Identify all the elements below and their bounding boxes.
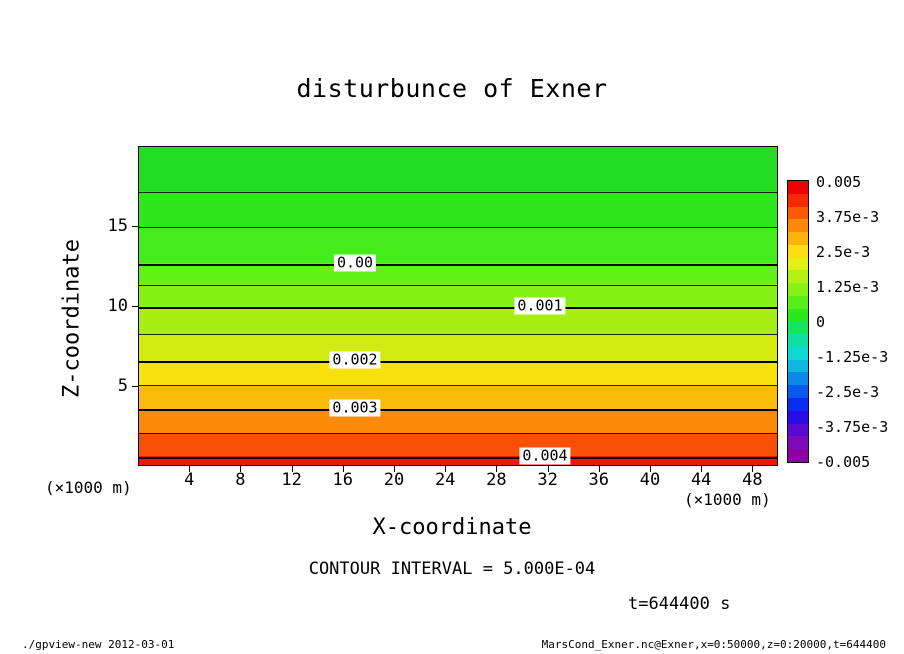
colorbar-label: -3.75e-3 <box>816 418 889 436</box>
contour-line <box>139 192 777 193</box>
footer-right-text: MarsCond_Exner.nc@Exner,x=0:50000,z=0:20000,t=644400 <box>541 638 886 651</box>
colorbar-cell <box>788 194 808 207</box>
contour-band <box>139 284 777 307</box>
y-tick-mark <box>132 386 138 387</box>
colorbar-cell <box>788 372 808 385</box>
contour-band <box>139 147 777 193</box>
contour-line <box>139 409 777 411</box>
colorbar-label: 1.25e-3 <box>816 278 880 296</box>
colorbar-cell <box>788 360 808 373</box>
colorbar-cell <box>788 258 808 271</box>
contour-band <box>139 227 777 265</box>
colorbar-label: -0.005 <box>816 453 871 471</box>
contour-label: 0.00 <box>334 254 376 271</box>
contour-fill-layer <box>139 147 777 465</box>
y-tick-mark <box>132 226 138 227</box>
x-tick-label: 12 <box>281 470 302 490</box>
colorbar-cell <box>788 219 808 232</box>
y-tick-label: 5 <box>117 376 128 396</box>
contour-band <box>139 191 777 227</box>
colorbar-cell <box>788 398 808 411</box>
colorbar-cell <box>788 411 808 424</box>
contour-label: 0.004 <box>519 447 570 464</box>
x-tick-label: 44 <box>690 470 712 490</box>
colorbar-label: -1.25e-3 <box>816 348 889 366</box>
y-tick-mark <box>132 306 138 307</box>
contour-band <box>139 307 777 335</box>
colorbar-cell <box>788 449 808 462</box>
x-tick-label: 8 <box>235 470 246 490</box>
colorbar-label: -2.5e-3 <box>816 383 880 401</box>
time-text: t=644400 s <box>628 594 731 614</box>
contour-line <box>139 457 777 459</box>
contour-plot-area <box>138 146 778 466</box>
colorbar-cell <box>788 309 808 322</box>
contour-band <box>139 409 777 434</box>
contour-band <box>139 361 777 386</box>
colorbar-cell <box>788 232 808 245</box>
colorbar-cell <box>788 385 808 398</box>
contour-interval-text: CONTOUR INTERVAL = 5.000E-04 <box>308 559 596 579</box>
colorbar-label: 2.5e-3 <box>816 243 871 261</box>
colorbar-cell <box>788 245 808 258</box>
y-axis-label: Z-coordinate <box>59 239 85 398</box>
colorbar-cell <box>788 270 808 283</box>
contour-line <box>139 334 777 335</box>
x-tick-label: 16 <box>332 470 354 490</box>
footer-left-text: ./gpview-new 2012-03-01 <box>22 638 175 651</box>
x-axis-unit-right: (×1000 m) <box>684 490 771 509</box>
colorbar-cell <box>788 424 808 437</box>
contour-line <box>139 285 777 286</box>
contour-band <box>139 263 777 285</box>
colorbar-label: 3.75e-3 <box>816 208 880 226</box>
contour-band <box>139 433 777 457</box>
x-axis-label: X-coordinate <box>372 515 532 540</box>
colorbar <box>787 180 809 463</box>
x-tick-label: 40 <box>639 470 661 490</box>
colorbar-label: 0 <box>816 313 826 331</box>
contour-band <box>139 385 777 410</box>
colorbar-cell <box>788 181 808 194</box>
contour-line <box>139 433 777 434</box>
x-tick-label: 20 <box>383 470 405 490</box>
contour-line <box>139 227 777 228</box>
colorbar-cell <box>788 296 808 309</box>
contour-line <box>139 385 777 386</box>
colorbar-cell <box>788 283 808 296</box>
colorbar-cell <box>788 321 808 334</box>
y-tick-label: 10 <box>107 296 128 316</box>
contour-label: 0.003 <box>329 400 380 417</box>
x-tick-label: 4 <box>184 470 195 490</box>
x-tick-label: 28 <box>486 470 507 490</box>
contour-line <box>139 361 777 363</box>
contour-label: 0.001 <box>514 298 565 315</box>
colorbar-cell <box>788 334 808 347</box>
x-axis-unit-left: (×1000 m) <box>45 478 132 497</box>
x-tick-label: 48 <box>742 470 763 490</box>
contour-line <box>139 264 777 266</box>
colorbar-cell <box>788 436 808 449</box>
contour-band <box>139 334 777 362</box>
x-tick-label: 32 <box>537 470 558 490</box>
colorbar-label: 0.005 <box>816 173 862 191</box>
y-tick-label: 15 <box>107 216 128 236</box>
x-tick-label: 36 <box>588 470 610 490</box>
colorbar-cell <box>788 207 808 220</box>
colorbar-cell <box>788 347 808 360</box>
contour-line <box>139 307 777 309</box>
page-title: disturbunce of Exner <box>296 74 608 103</box>
contour-label: 0.002 <box>329 352 380 369</box>
x-tick-label: 24 <box>434 470 456 490</box>
